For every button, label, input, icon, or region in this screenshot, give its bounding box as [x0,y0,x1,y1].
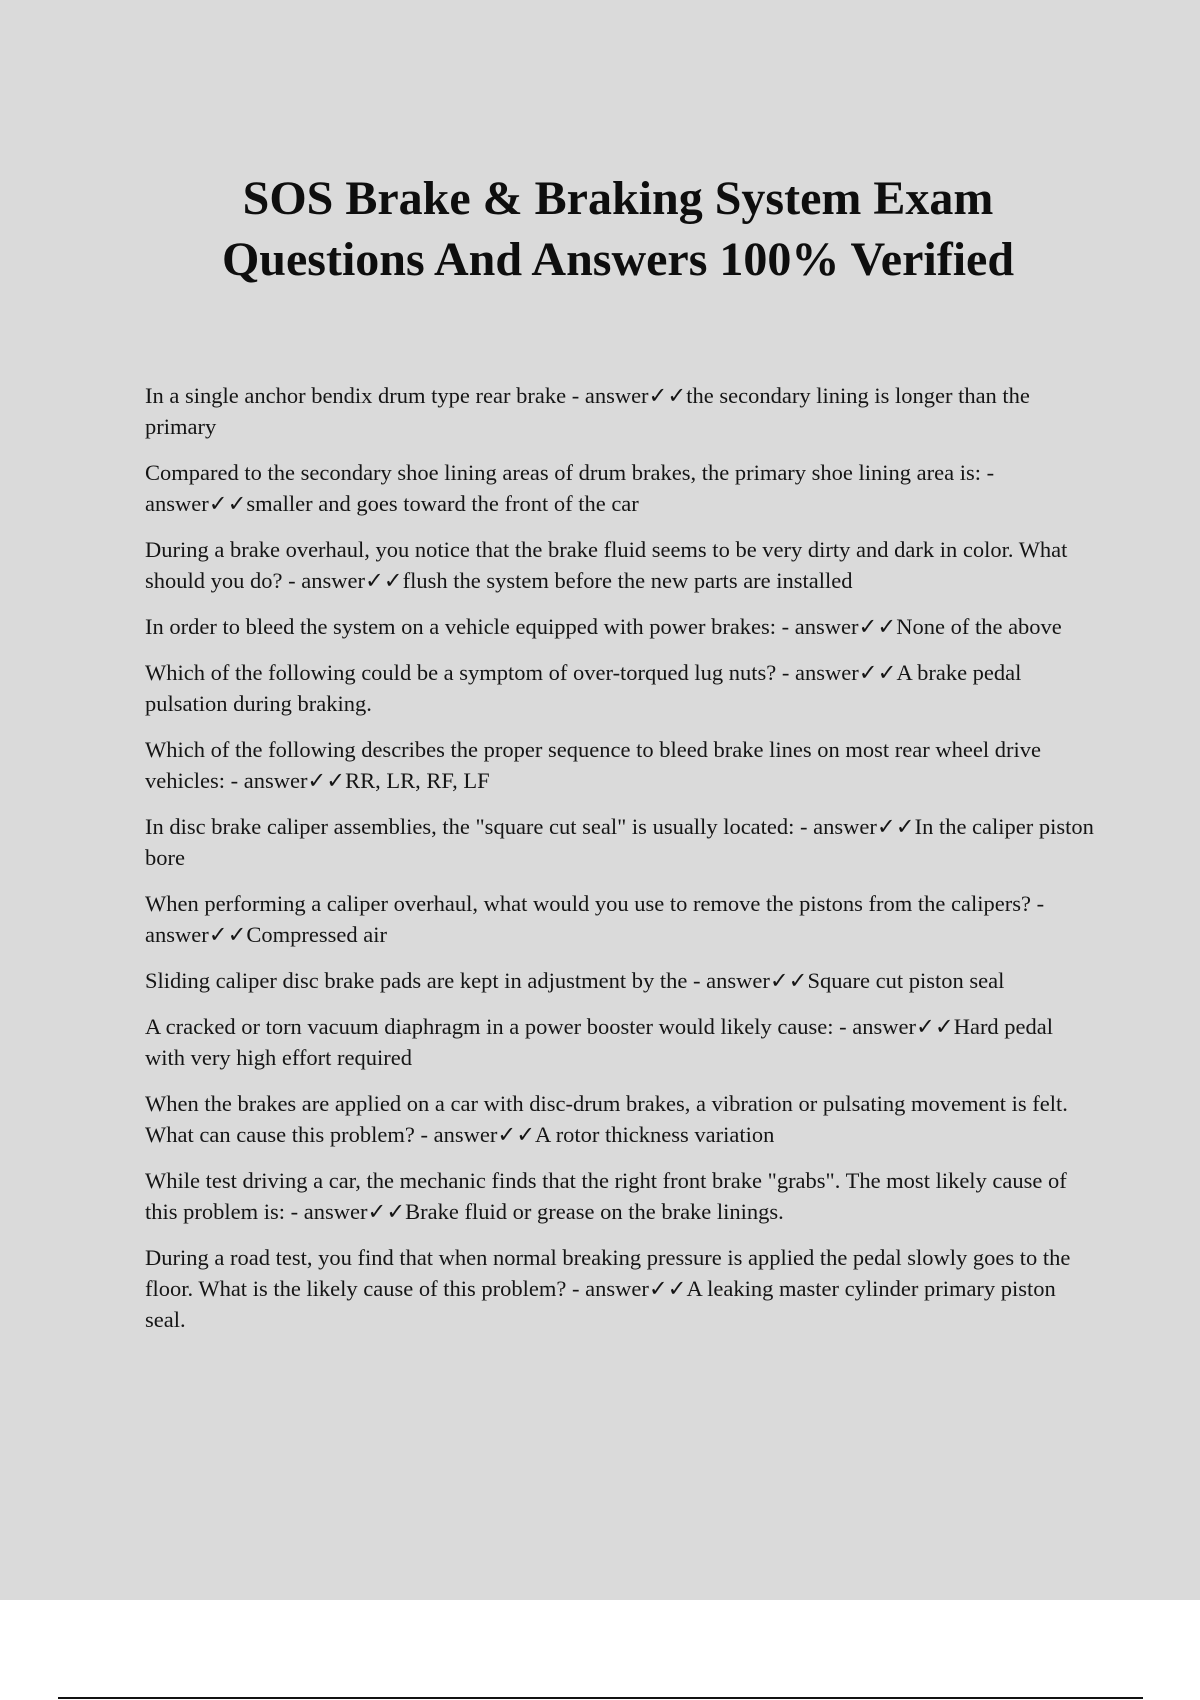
qa-item: Sliding caliper disc brake pads are kept in adjustment by the - answer✓✓Square cut piston seal [145,968,1005,993]
qa-item: In disc brake caliper assemblies, the "square cut seal" is usually located: - answer✓✓In the caliper piston bore [145,814,1094,870]
qa-item: While test driving a car, the mechanic finds that the right front brake "grabs". The most likely cause of this problem is: - answer✓✓Brake fluid or grease on the brake linings. [145,1168,1067,1224]
qa-item: Compared to the secondary shoe lining areas of drum brakes, the primary shoe lining area is: - answer✓✓smaller and goes toward the front of the car [145,460,995,516]
qa-item: A cracked or torn vacuum diaphragm in a power booster would likely cause: - answer✓✓Hard pedal with very high effort required [145,1014,1054,1070]
qa-item: In a single anchor bendix drum type rear brake - answer✓✓the secondary lining is longer than the primary [145,383,1030,439]
qa-item: During a road test, you find that when normal breaking pressure is applied the pedal slowly goes to the floor. What is the likely cause of this problem? - answer✓✓A leaking master cylinder primary piston seal. [145,1245,1071,1332]
qa-list [145,380,1095,1335]
qa-item: Which of the following could be a symptom of over-torqued lug nuts? - answer✓✓A brake pedal pulsation during braking. [145,660,1022,716]
qa-item: When the brakes are applied on a car with disc-drum brakes, a vibration or pulsating movement is felt. What can cause this problem? - answer✓✓A rotor thickness variation [145,1091,1068,1147]
document-title [0,168,1200,290]
title-line-1: SOS Brake & Braking System Exam [242,172,994,225]
qa-item: In order to bleed the system on a vehicle equipped with power brakes: - answer✓✓None of the above [145,614,1062,639]
qa-item: Which of the following describes the proper sequence to bleed brake lines on most rear wheel drive vehicles: - answer✓✓RR, LR, RF, LF [145,737,1041,793]
qa-item: When performing a caliper overhaul, what would you use to remove the pistons from the calipers? - answer✓✓Compressed air [145,891,1045,947]
title-line-2: Questions And Answers 100% Verified [221,233,1015,286]
footer-rule [58,1697,1143,1699]
qa-item: During a brake overhaul, you notice that the brake fluid seems to be very dirty and dark in color. What should you do? - answer✓✓flush the system before the new parts are installed [145,537,1068,593]
